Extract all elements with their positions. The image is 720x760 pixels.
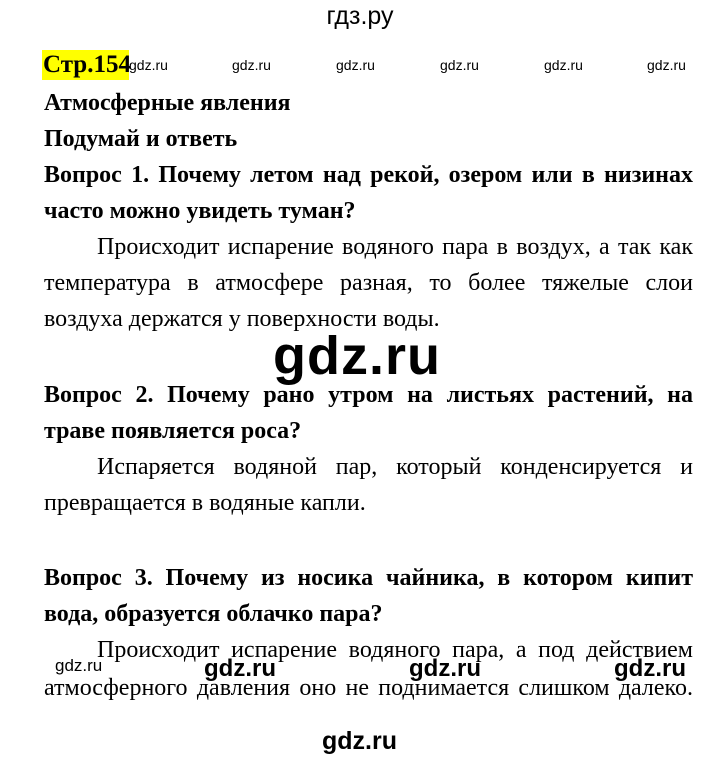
page-number-badge: Стр.154 [43, 51, 131, 78]
answer-1-text: Происходит испарение водяного пара в воздух, а так как [97, 234, 693, 260]
watermark: gdz.ru [232, 57, 271, 73]
answer-2-text: Испаряется водяной пар, который конденсируется и [97, 454, 693, 480]
watermark: gdz.ru [544, 57, 583, 73]
site-header: гдз.ру [326, 2, 394, 30]
watermark: gdz.ru [204, 655, 276, 682]
answer-3-text: Происходит испарение водяного пара, а под действием [97, 637, 693, 663]
question-1-text: часто можно увидеть туман? [44, 198, 356, 224]
answer-3-text: атмосферного давления оно не поднимается слишком далеко. [44, 675, 693, 701]
watermark: gdz.ru [55, 656, 103, 675]
watermark-footer: gdz.ru [322, 727, 397, 755]
question-2-text: Вопрос 2. Почему рано утром на листьях растений, на [44, 382, 693, 408]
question-3-text: вода, образуется облачко пара? [44, 601, 383, 627]
question-1-text: Вопрос 1. Почему летом над рекой, озером или в низинах [44, 162, 693, 188]
answer-1-text: температура в атмосфере разная, то более тяжелые слои [44, 270, 693, 296]
watermark: gdz.ru [409, 655, 481, 682]
question-3-text: Вопрос 3. Почему из носика чайника, в котором кипит [44, 565, 693, 591]
watermark: gdz.ru [440, 57, 479, 73]
watermark-large: gdz.ru [273, 326, 441, 386]
watermark: gdz.ru [614, 655, 686, 682]
question-2-text: траве появляется роса? [44, 418, 302, 444]
watermark: gdz.ru [647, 57, 686, 73]
answer-1-text: воздуха держатся у поверхности воды. [44, 306, 440, 332]
section-heading: Подумай и ответь [44, 126, 238, 152]
watermark: gdz.ru [336, 57, 375, 73]
answer-2-text: превращается в водяные капли. [44, 490, 366, 516]
watermark: gdz.ru [129, 57, 168, 73]
topic-heading: Атмосферные явления [44, 90, 291, 116]
